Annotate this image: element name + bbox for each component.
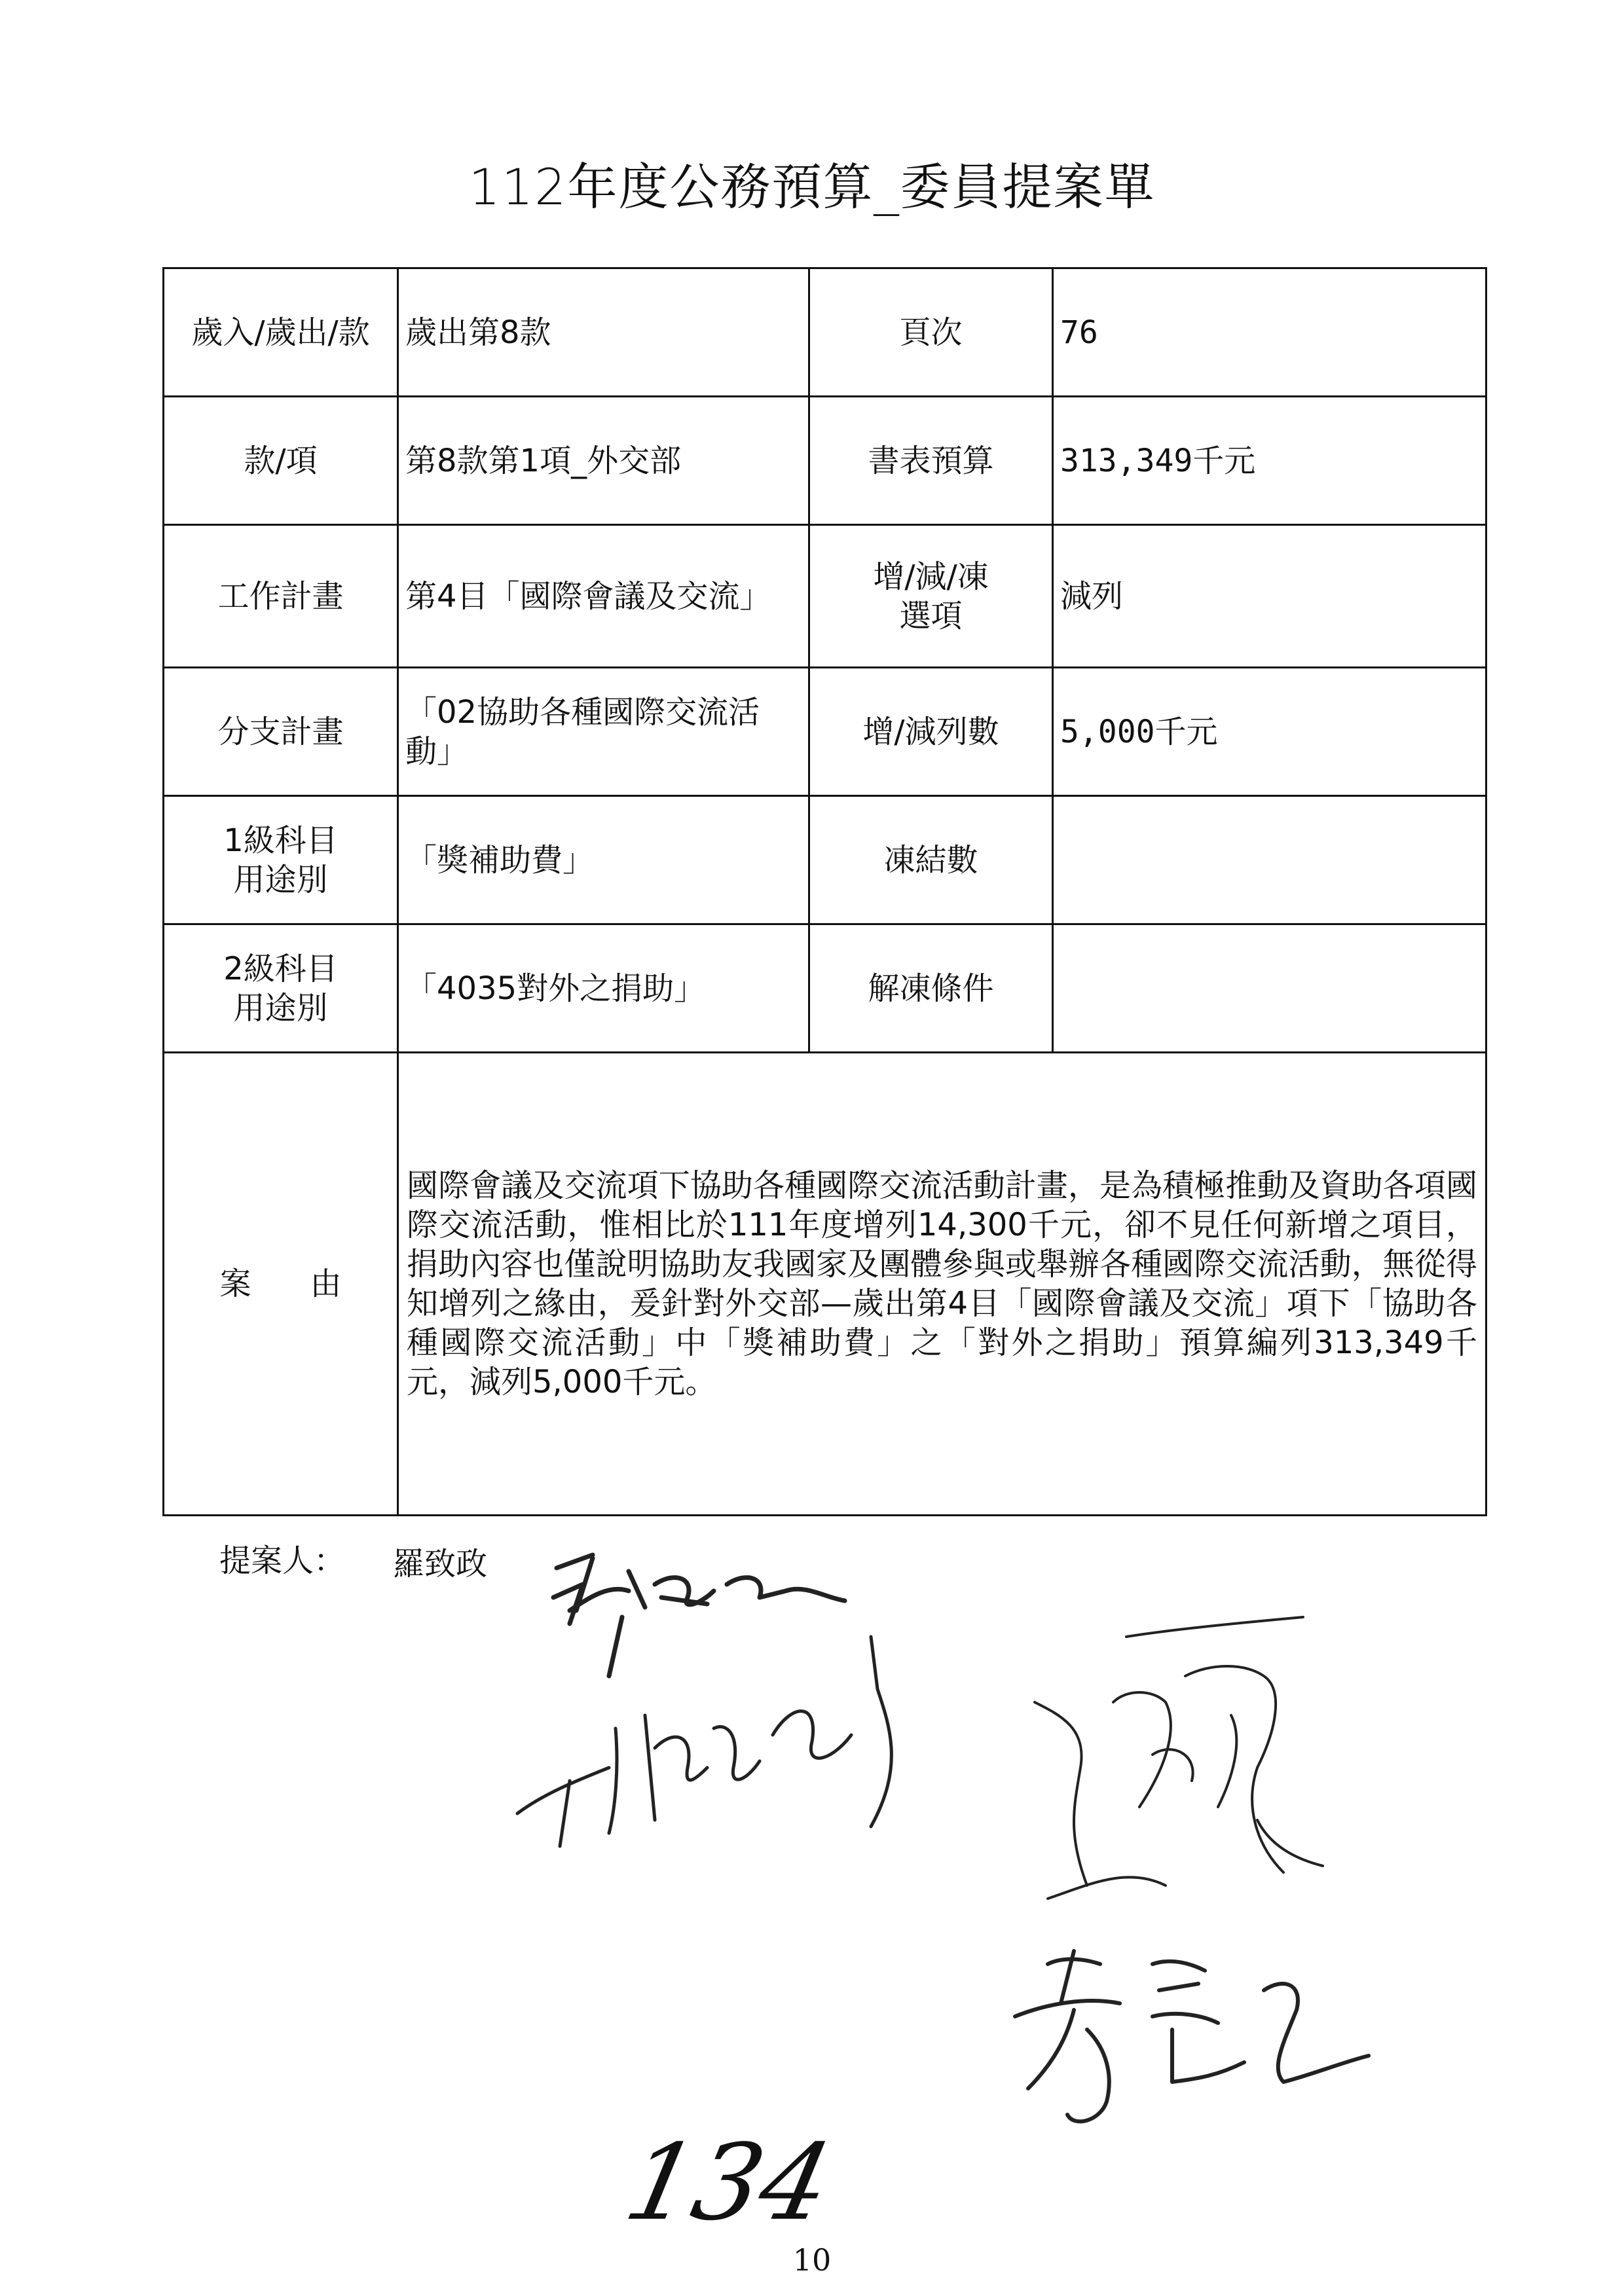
unfreeze-condition-label: 解凍條件: [809, 924, 1053, 1053]
table-row: [164, 268, 1486, 397]
level1-subject-label-line1: 1級科目: [223, 822, 338, 859]
proposer-label: 提案人：: [219, 1542, 346, 1579]
work-plan-label: 工作計畫: [164, 525, 398, 668]
signature-3: [1035, 1617, 1323, 1899]
table-row: [164, 525, 1486, 668]
table-row: [164, 924, 1486, 1053]
option-label-line2: 選項: [899, 597, 963, 634]
option-value: 減列: [1053, 525, 1486, 668]
signature-4: [1015, 1951, 1369, 2121]
level2-subject-label-line2: 用途別: [233, 989, 328, 1027]
level1-subject-value: 「獎補助費」: [398, 796, 809, 924]
proposal-form-table: [162, 267, 1487, 1516]
change-amount-label: 增/減列數: [809, 668, 1053, 796]
table-row: [164, 796, 1486, 924]
revenue-expenditure-value: 歲出第8款: [398, 268, 809, 397]
reason-label-text: 案由: [219, 1266, 401, 1302]
level2-subject-label: [164, 924, 398, 1053]
proposer-name: 羅致政: [393, 1546, 488, 1582]
level2-subject-label-line1: 2級科目: [223, 950, 338, 987]
option-label: [809, 525, 1053, 668]
sub-plan-label: 分支計畫: [164, 668, 398, 796]
signature-1: [553, 1555, 845, 1676]
option-label-line1: 增/減/凍: [873, 558, 989, 595]
level1-subject-label: [164, 796, 398, 924]
table-row: [164, 1053, 1486, 1516]
reason-label: [164, 1053, 401, 1516]
revenue-expenditure-label: 歲入/歲出/款: [164, 268, 398, 397]
handwritten-number: 134: [616, 2121, 842, 2244]
level1-subject-label-line2: 用途別: [233, 861, 328, 898]
unfreeze-condition-value: [1053, 924, 1486, 1053]
work-plan-value: 第4目「國際會議及交流」: [398, 525, 809, 668]
section-item-label: 款/項: [164, 397, 398, 525]
frozen-amount-label: 凍結數: [809, 796, 1053, 924]
level2-subject-value: 「4035對外之捐助」: [398, 924, 809, 1053]
change-amount-value: 5,000千元: [1053, 668, 1486, 796]
page-value: 76: [1053, 268, 1486, 397]
budget-value: 313,349千元: [1053, 397, 1486, 525]
sub-plan-value: 「02協助各種國際交流活動」: [398, 668, 809, 796]
frozen-amount-value: [1053, 796, 1486, 924]
reason-text: 國際會議及交流項下協助各種國際交流活動計畫，是為積極推動及資助各項國際交流活動，惟相比於111年度增列14,300千元，卻不見任何新增之項目，捐助內容也僅說明協助友我國家及團體參與或舉辦各種國際交流活動，無從得知增列之緣由，爰針對外交部—歲出第4目「國際會議及交流」項下「協助各種國際交流活動」中「獎補助費」之「對外之捐助」預算編列313,349千元，減列5,000千元。: [398, 1053, 1486, 1516]
page-label: 頁次: [809, 268, 1053, 397]
table-row: [164, 397, 1486, 525]
section-item-value: 第8款第1項_外交部: [398, 397, 809, 525]
signature-2: [517, 1637, 891, 1846]
page-number: 10: [792, 2242, 832, 2278]
table-row: [164, 668, 1486, 796]
document-title: 112年度公務預算_委員提案單: [468, 158, 1156, 216]
budget-label: 書表預算: [809, 397, 1053, 525]
